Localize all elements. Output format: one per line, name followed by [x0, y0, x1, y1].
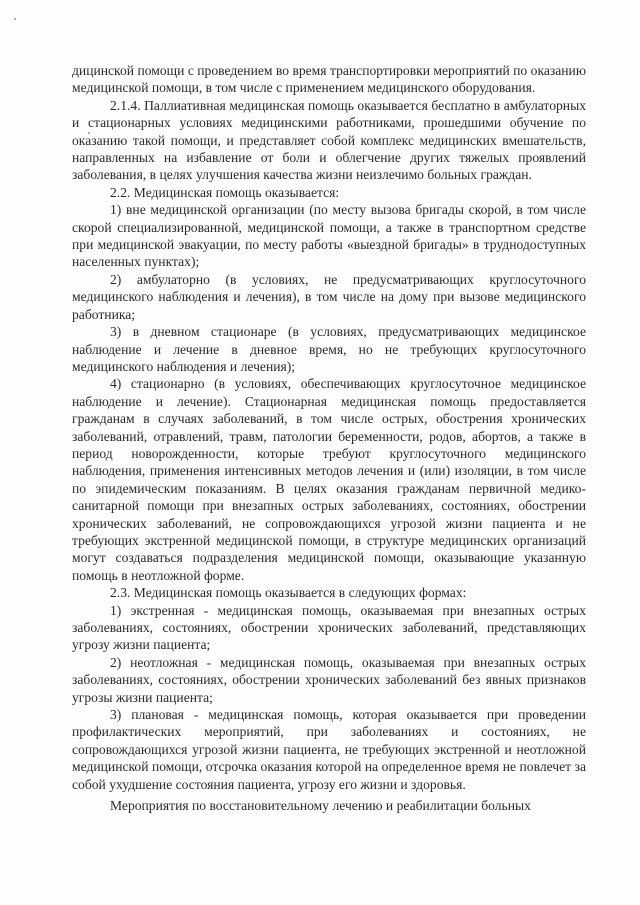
paragraph-2-3-item-2: 2) неотложная - медицинская помощь, оказываемая при внезапных острых заболеваниях, состояниях, обострении хронических заболеваний без явных признаков угрозы жизни пациента; [72, 654, 586, 705]
paragraph-2-2-item-1: 1) вне медицинской организации (по месту вызова бригады скорой, в том числе скорой специализированной, медицинской помощи, а также в транспортном средстве при медицинской эвакуации, по месту работы «выездной бригады» в труднодоступных населенных пунктах); [72, 202, 586, 270]
paragraph-continuation: дицинской помощи с проведением во время транспортировки мероприятий по оказанию медицинской помощи, в том числе с применением медицинского оборудования. [72, 63, 586, 96]
scan-speck [14, 18, 16, 20]
paragraph-2-2-item-3: 3) в дневном стационаре (в условиях, предусматривающих медицинское наблюдение и лечение в дневное время, но не требующих круглосуточного медицинского наблюдения и лечения); [72, 324, 586, 374]
paragraph-2-3: 2.3. Медицинская помощь оказывается в следующих формах: [110, 585, 467, 601]
paragraph-rehabilitation: Мероприятия по восстановительному лечению и реабилитации больных [110, 798, 531, 814]
paragraph-2-2-item-4: 4) стационарно (в условиях, обеспечивающих круглосуточное медицинское наблюдение и лечение). Стационарная медицинская помощь предоставляется гражданам в случаях заболеваний, в том числе острых, обострения хронических заболеваний, отравлений, травм, патологии беременности, родов, абортов, а также в период новорожденности, которые требуют круглосуточного медицинского наблюдения, применения интенсивных методов лечения и (или) изоляции, в том числе по эпидемическим показаниям. В целях оказания гражданам первичной медико-санитарной помощи при внезапных острых заболеваниях, состояниях, обострении хронических заболеваний, не сопровождающихся угрозой жизни пациента и не требующих экстренной медицинской помощи, в структуре медицинских организаций могут создаваться подразделения медицинской помощи, оказывающие указанную помощь в неотложной форме. [72, 376, 586, 583]
paragraph-2-2-item-2: 2) амбулаторно (в условиях, не предусматривающих круглосуточного медицинского наблюдения и лечения), в том числе на дому при вызове медицинского работника; [72, 271, 586, 322]
paragraph-2-2: 2.2. Медицинская помощь оказывается: [110, 184, 340, 200]
paragraph-2-3-item-1: 1) экстренная - медицинская помощь, оказываемая при внезапных острых заболеваниях, состояниях, обострении хронических заболеваний, представляющих угрозу жизни пациента; [72, 602, 586, 653]
paragraph-2-1-4: 2.1.4. Паллиативная медицинская помощь оказывается бесплатно в амбулаторных и стационарных условиях медицинскими работниками, прошедшими обучение по оказанию такой помощи, и представляет собой комплекс медицинских вмешательств, направленных на избавление от боли и облегчение других тяжелых проявлений заболевания, в целях улучшения качества жизни неизлечимо больных граждан. [72, 97, 586, 183]
paragraph-2-3-item-3: 3) плановая - медицинская помощь, которая оказывается при проведении профилактических мероприятий, при заболеваниях и состояниях, не сопровождающихся угрозой жизни пациента, не требующих экстренной и неотложной медицинской помощи, отсрочка оказания которой на определенное время не повлечет за собой ухудшение состояния пациента, угрозу его жизни и здоровья. [72, 707, 586, 792]
document-body [72, 62, 586, 814]
